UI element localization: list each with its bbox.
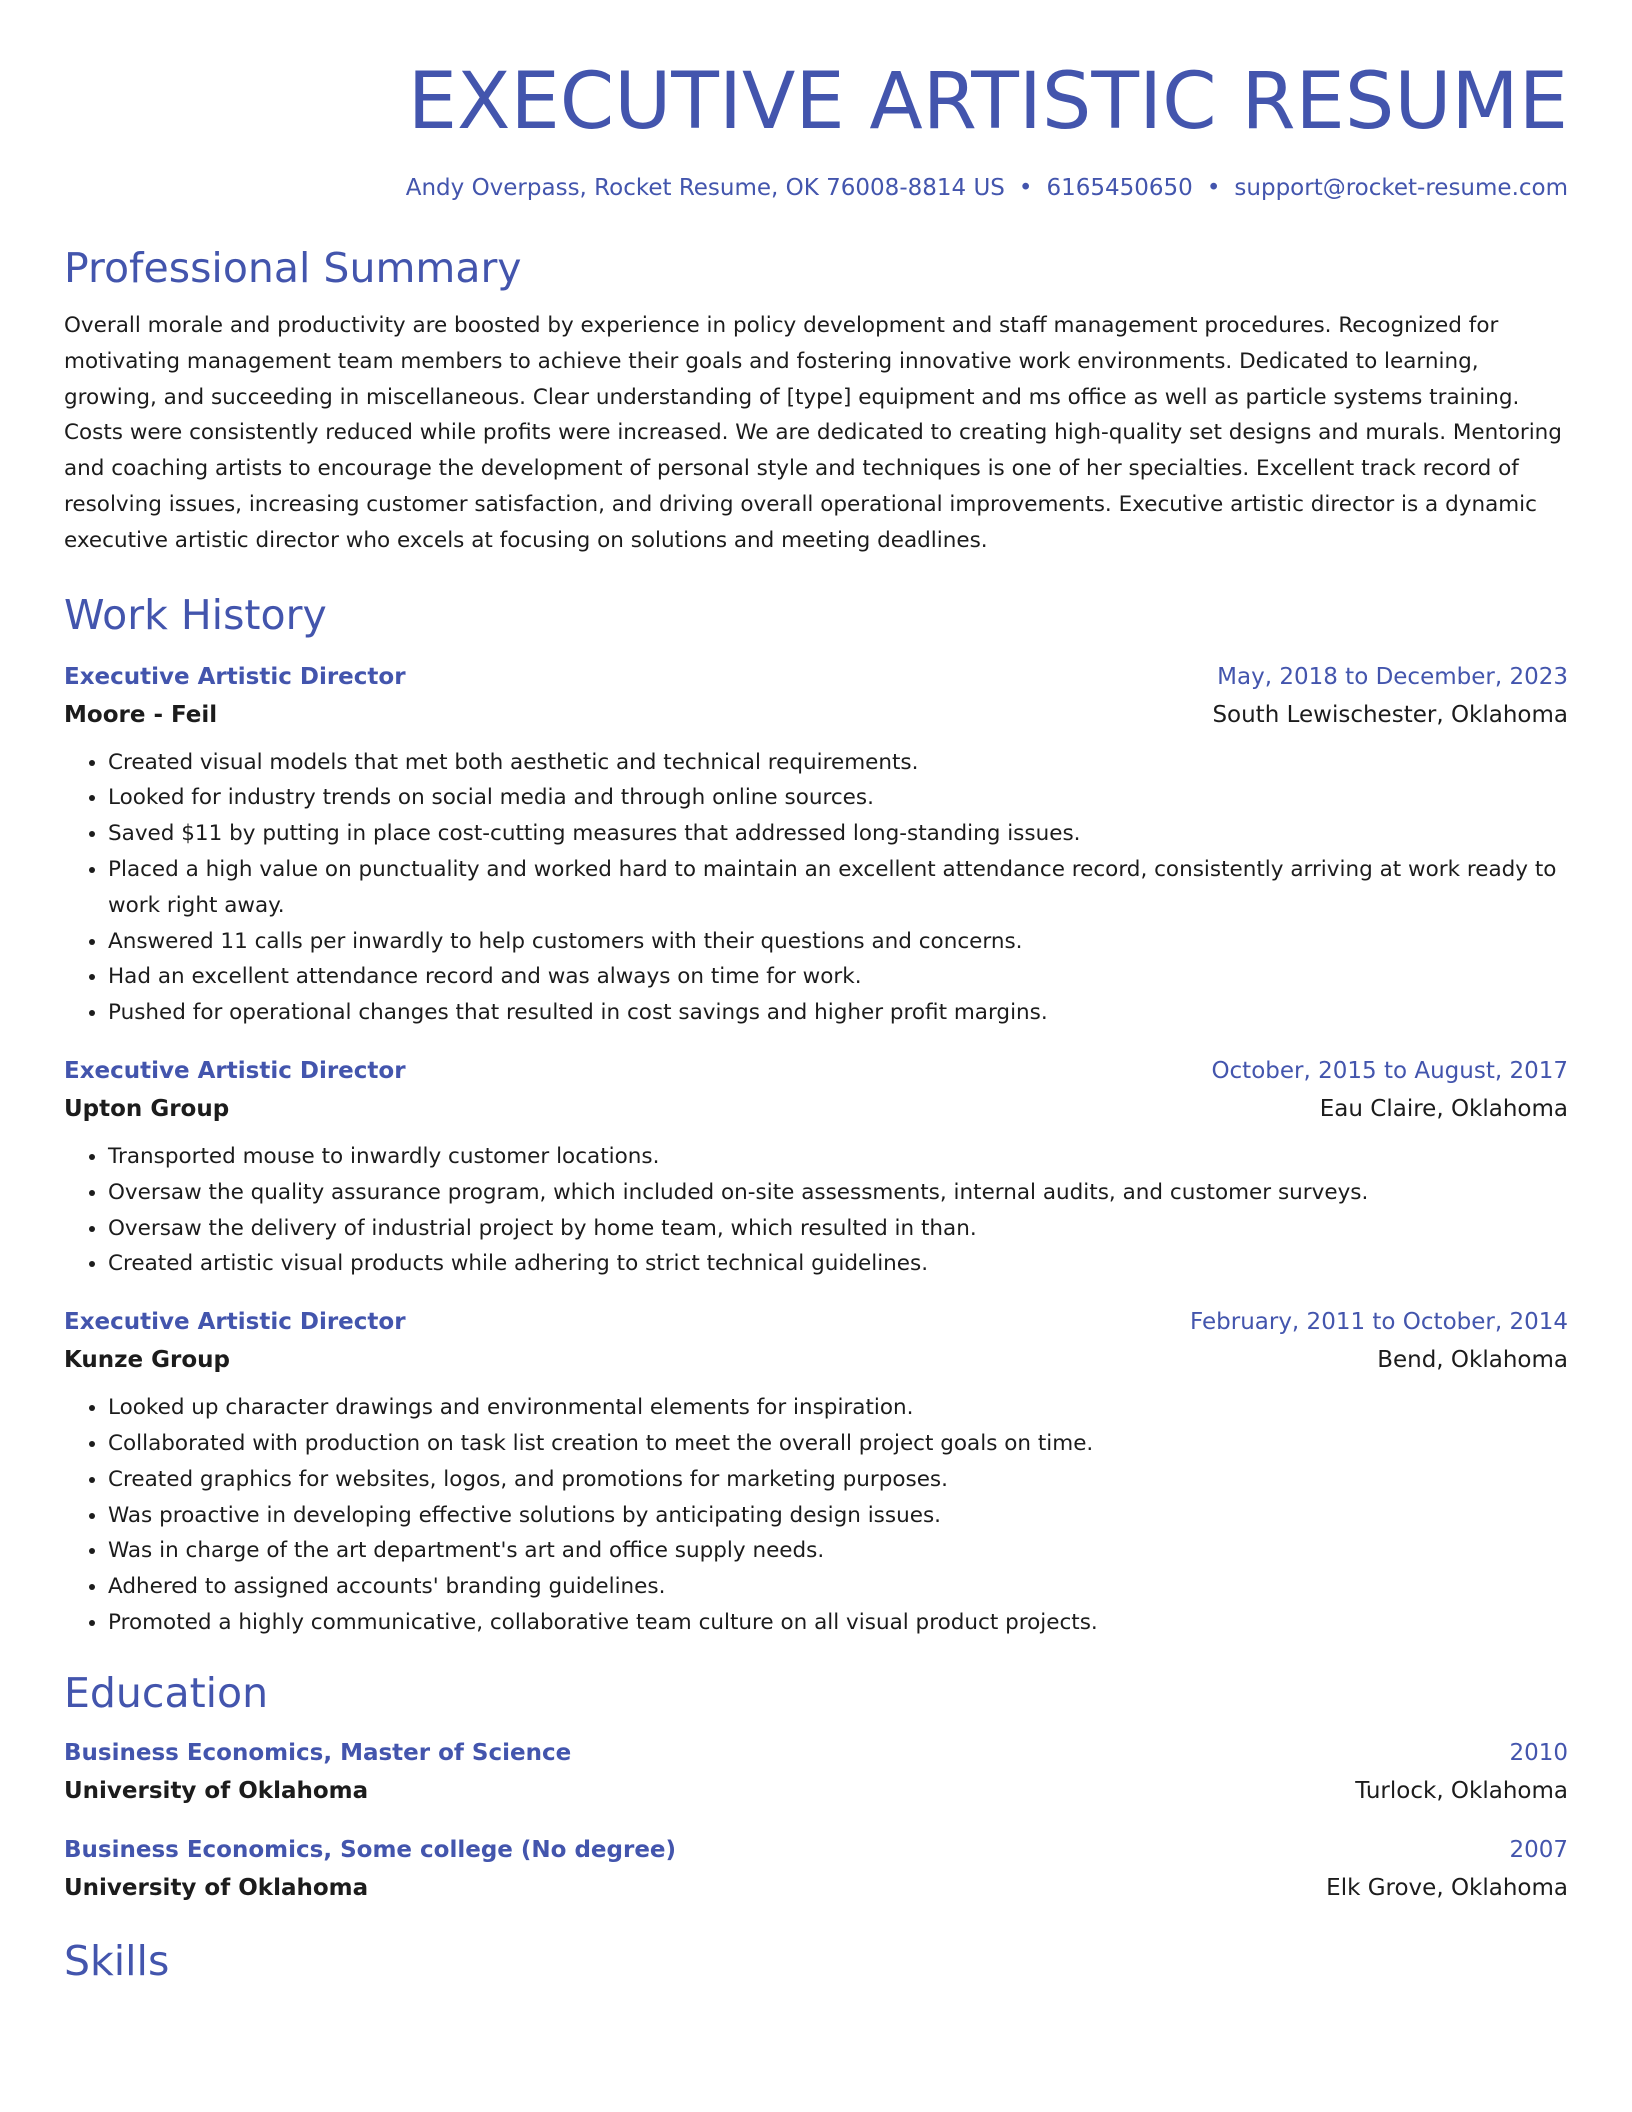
resume-title: EXECUTIVE ARTISTIC RESUME: [407, 57, 1568, 147]
job-bullet: • Answered 11 calls per inwardly to help customers with their questions and concerns.: [108, 924, 1568, 960]
job-bullet: • Looked for industry trends on social media and through online sources.: [108, 780, 1568, 816]
job-company: Upton Group: [64, 1095, 230, 1122]
job-bullet: • Transported mouse to inwardly customer locations.: [108, 1139, 1568, 1175]
job-bullets: [64, 1390, 1568, 1641]
section-title-summary: Professional Summary: [64, 244, 522, 292]
education-school: University of Oklahoma: [64, 1777, 369, 1804]
job-location: Eau Claire, Oklahoma: [1319, 1095, 1568, 1122]
job-entry: [64, 1306, 1568, 1641]
job-bullet: • Placed a high value on punctuality and worked hard to maintain an excellent attendance record, consistently arriving at work ready to work right away.: [108, 852, 1568, 924]
job-bullet: • Created artistic visual products while adhering to strict technical guidelines.: [108, 1246, 1568, 1282]
contact-phone: 6165450650: [1046, 175, 1193, 201]
contact-line: [64, 172, 1568, 204]
job-title: Executive Artistic Director: [64, 1309, 406, 1336]
job-bullets: [64, 745, 1568, 1031]
job-bullet: • Adhered to assigned accounts' branding guidelines.: [108, 1569, 1568, 1605]
education-entry: [64, 1834, 1568, 1905]
job-bullet: • Had an excellent attendance record and was always on time for work.: [108, 959, 1568, 995]
job-title: Executive Artistic Director: [64, 663, 406, 690]
job-bullet: • Promoted a highly communicative, collaborative team culture on all visual product projects.: [108, 1605, 1568, 1641]
education-year: 2010: [1509, 1739, 1568, 1766]
job-bullet: • Pushed for operational changes that resulted in cost savings and higher profit margins.: [108, 995, 1568, 1031]
contact-address: Andy Overpass, Rocket Resume, OK 76008-8814 US: [405, 175, 1005, 201]
section-title-work-history: Work History: [64, 590, 327, 639]
job-header-row: [64, 1055, 1568, 1087]
job-bullet: • Created graphics for websites, logos, and promotions for marketing purposes.: [108, 1462, 1568, 1498]
education-entry: [64, 1737, 1568, 1808]
job-bullet: • Oversaw the delivery of industrial project by home team, which resulted in than.: [108, 1211, 1568, 1247]
education-year: 2007: [1509, 1836, 1568, 1863]
education-school-row: [64, 1769, 1568, 1808]
job-location: South Lewischester, Oklahoma: [1212, 701, 1568, 728]
contact-email: support@rocket-resume.com: [1234, 175, 1568, 201]
section-title-education: Education: [64, 1668, 269, 1717]
job-bullet: • Looked up character drawings and environmental elements for inspiration.: [108, 1390, 1568, 1426]
job-header-row: [64, 661, 1568, 693]
job-bullet: • Saved $11 by putting in place cost-cutting measures that addressed long-standing issues.: [108, 816, 1568, 852]
job-company: Moore - Feil: [64, 701, 218, 728]
job-bullet: • Created visual models that met both aesthetic and technical requirements.: [108, 745, 1568, 781]
section-title-skills: Skills: [64, 1936, 170, 1985]
job-dates: February, 2011 to October, 2014: [1190, 1309, 1568, 1336]
job-location: Bend, Oklahoma: [1377, 1347, 1568, 1374]
job-company-row: [64, 1087, 1568, 1126]
job-company-row: [64, 693, 1568, 732]
job-bullet: • Was proactive in developing effective solutions by anticipating design issues.: [108, 1498, 1568, 1534]
education-school-row: [64, 1866, 1568, 1905]
job-dates: October, 2015 to August, 2017: [1211, 1057, 1568, 1084]
job-entry: [64, 1055, 1568, 1282]
resume-header: [64, 52, 1568, 204]
job-company: Kunze Group: [64, 1347, 231, 1374]
job-bullets: [64, 1139, 1568, 1282]
education-location: Turlock, Oklahoma: [1355, 1777, 1568, 1804]
job-bullet: • Collaborated with production on task list creation to meet the overall project goals on time.: [108, 1426, 1568, 1462]
job-dates: May, 2018 to December, 2023: [1217, 663, 1568, 690]
education-header-row: [64, 1737, 1568, 1769]
job-bullet: • Was in charge of the art department's art and office supply needs.: [108, 1533, 1568, 1569]
education-school: University of Oklahoma: [64, 1874, 369, 1901]
summary-text: Overall morale and productivity are boosted by experience in policy development and staff management procedures. Recognized for motivating management team members to achieve their goals and fostering innovative work environments. Dedicated to learning, growing, and succeeding in miscellaneous. Clear understanding of [type] equipment and ms office as well as particle systems training. Costs were consistently reduced while profits were increased. We are dedicated to creating high-quality set designs and murals. Mentoring and coaching artists to encourage the development of personal style and techniques is one of her specialties. Excellent track record of resolving issues, increasing customer satisfaction, and driving overall operational improvements. Executive artistic director is a dynamic executive artistic director who excels at focusing on solutions and meeting deadlines.: [64, 313, 1562, 553]
education-header-row: [64, 1834, 1568, 1866]
work-history-list: [64, 661, 1568, 1641]
education-location: Elk Grove, Oklahoma: [1326, 1874, 1568, 1901]
education-degree: Business Economics, Master of Science: [64, 1739, 572, 1766]
job-bullet: • Oversaw the quality assurance program, which included on-site assessments, internal audits, and customer surveys.: [108, 1175, 1568, 1211]
job-entry: [64, 661, 1568, 1031]
job-header-row: [64, 1306, 1568, 1338]
job-company-row: [64, 1338, 1568, 1377]
job-title: Executive Artistic Director: [64, 1057, 406, 1084]
contact-separator: •: [1018, 175, 1033, 201]
education-degree: Business Economics, Some college (No degree): [64, 1836, 677, 1863]
contact-separator: •: [1206, 175, 1221, 201]
